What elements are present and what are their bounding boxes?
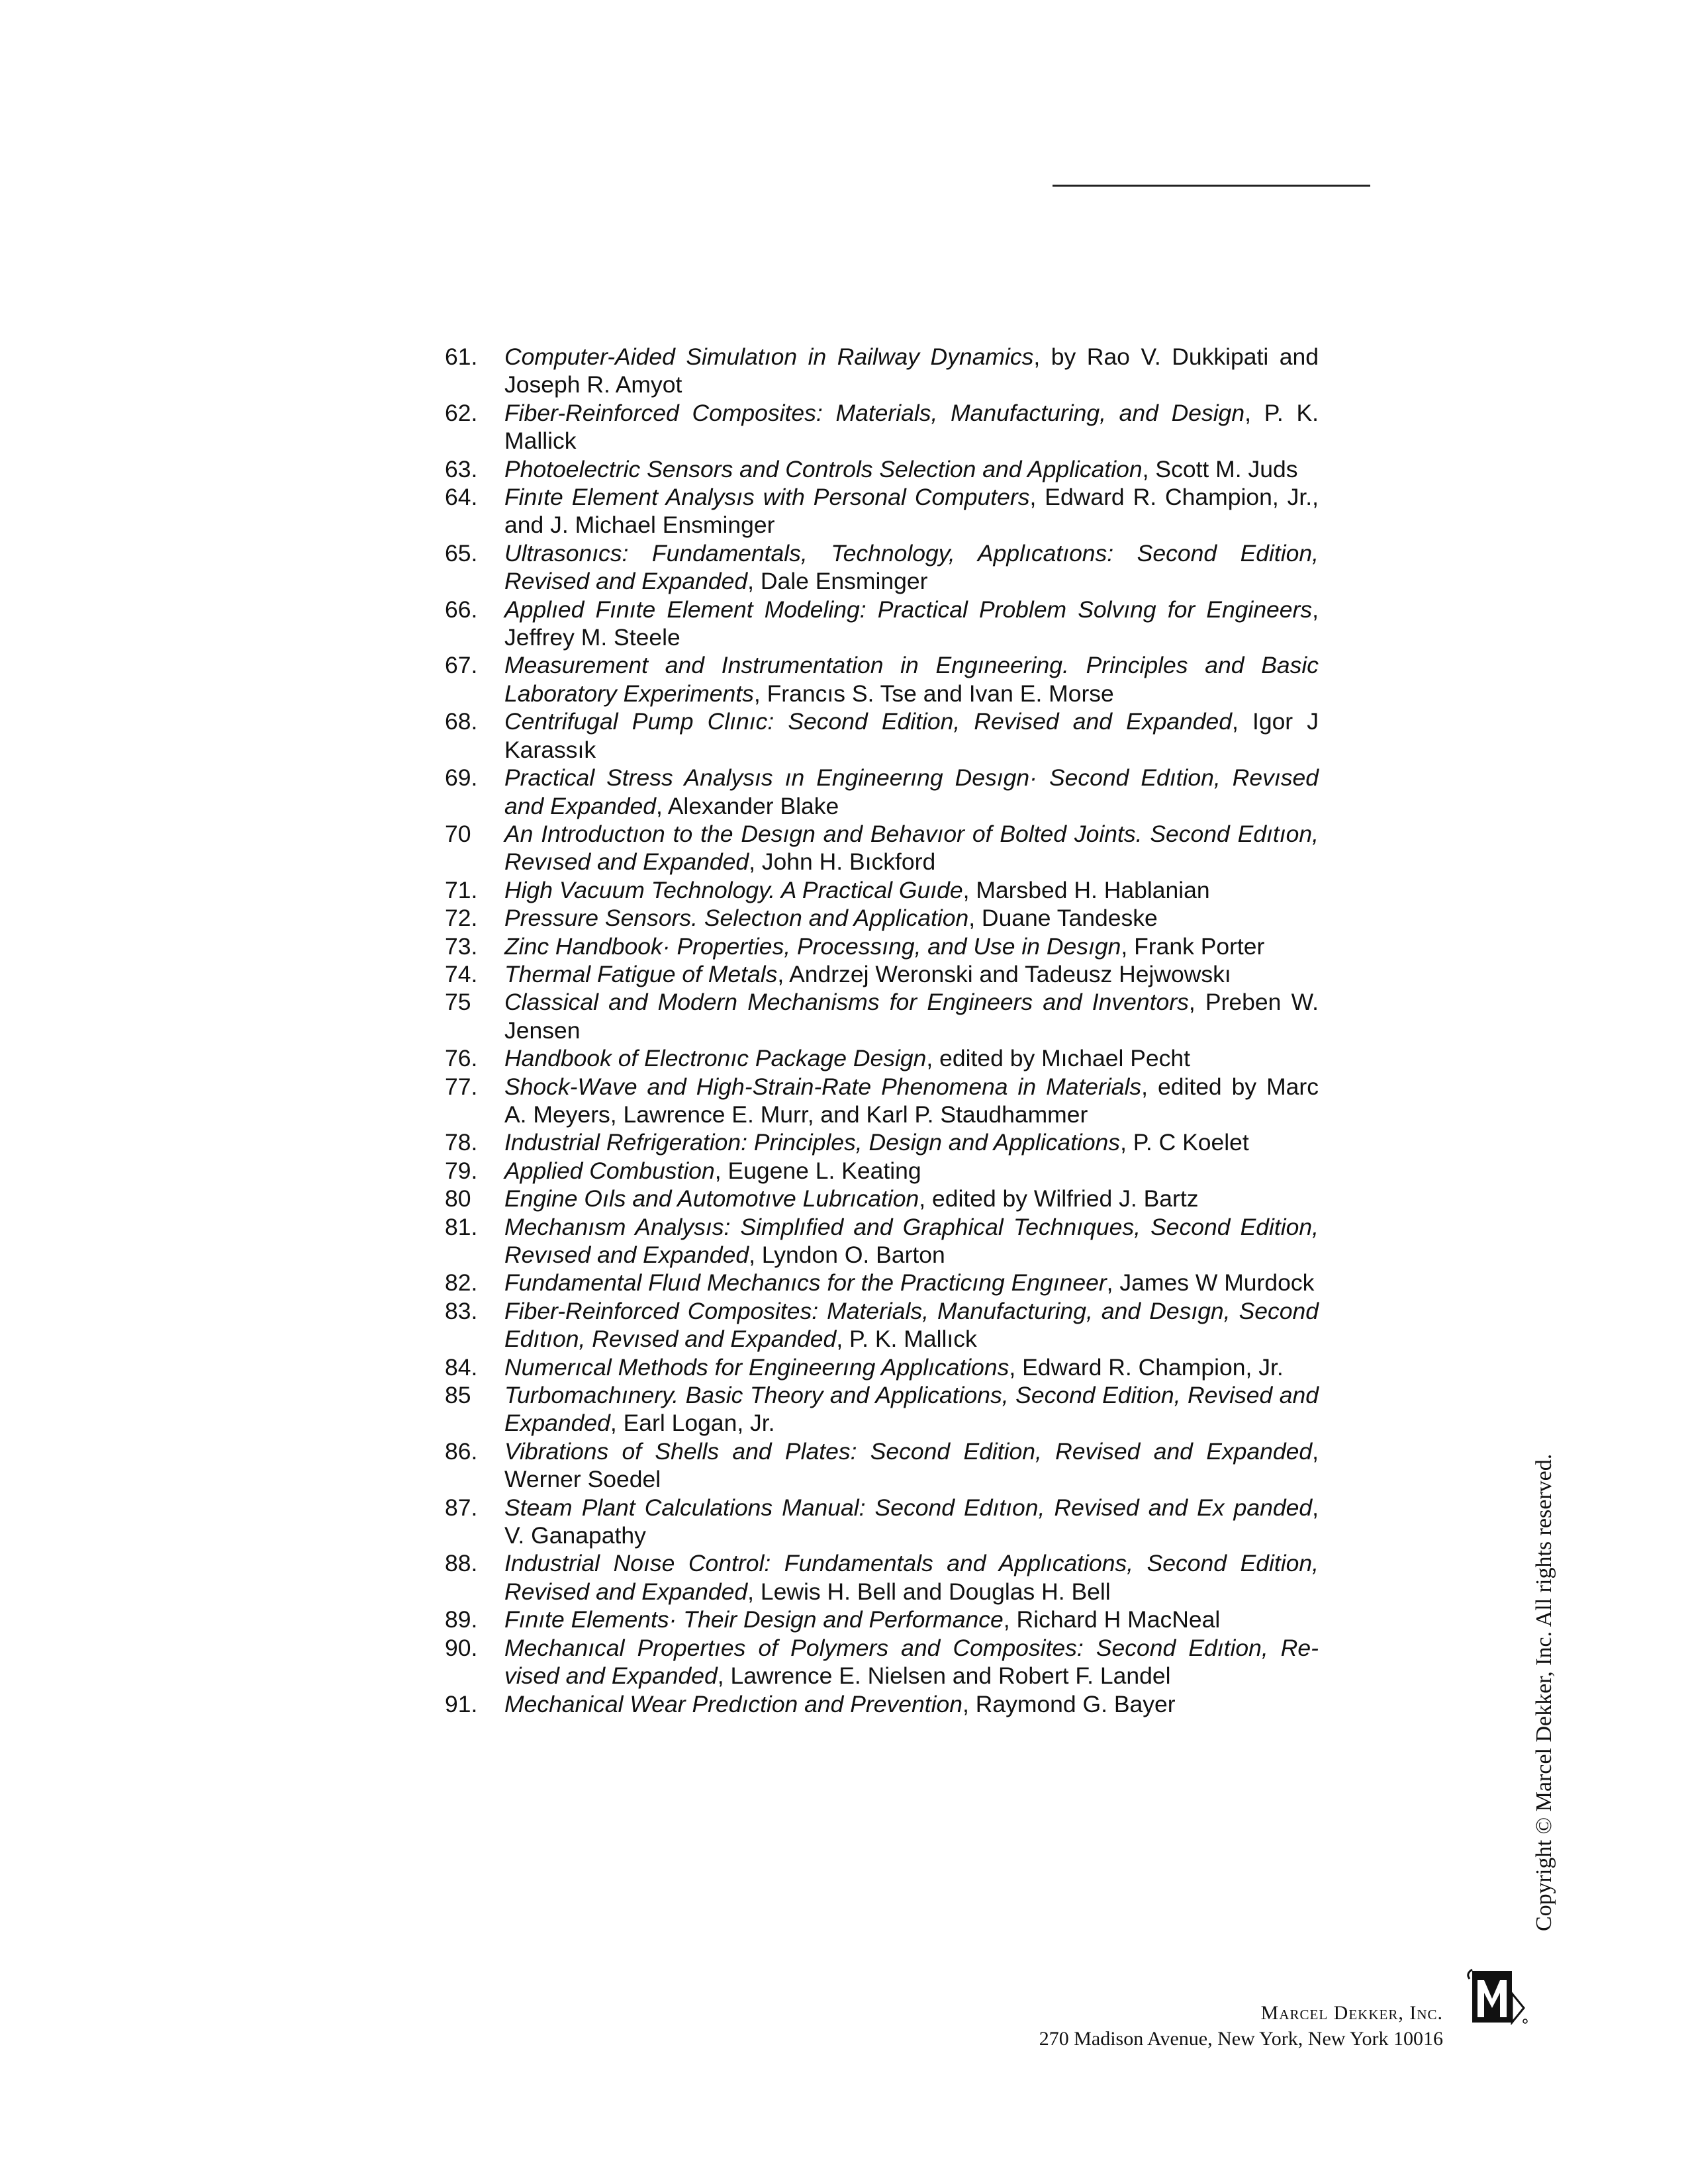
entry-authors: , John H. Bıckford	[749, 848, 936, 876]
entry-title: Vibrations of Shells and Plates: Second Edition, Revised and Expanded	[504, 1437, 1313, 1465]
book-entry	[445, 1073, 1319, 1129]
entry-title: Finıte Element Analysıs with Personal Computers	[504, 484, 1030, 511]
book-entry	[445, 707, 1319, 764]
entry-number: 76.	[445, 1045, 478, 1072]
entry-number: 69.	[445, 764, 478, 792]
entry-authors: , Igor J Karassık	[504, 708, 1319, 763]
entry-number: 65.	[445, 539, 478, 567]
entry-authors: , P. K. Mallıck	[836, 1326, 977, 1353]
entry-number: 77.	[445, 1073, 478, 1100]
entry-authors: , Marsbed H. Hablanian	[962, 876, 1210, 903]
entry-authors: , Francıs S. Tse and Ivan E. Morse	[753, 680, 1114, 707]
book-entry	[445, 1353, 1319, 1381]
entry-number: 73.	[445, 933, 478, 960]
entry-authors: , James W Murdock	[1106, 1269, 1315, 1297]
entry-title: Shock-Wave and High-Strain-Rate Phenomena in Materials	[504, 1073, 1142, 1100]
entry-title: Classical and Modern Mechanisms for Engineers and Inventors	[504, 989, 1189, 1016]
entry-number: 71.	[445, 876, 478, 903]
entry-number: 88.	[445, 1550, 478, 1577]
entry-authors: , Preben W. Jensen	[504, 989, 1319, 1044]
book-entry	[445, 483, 1319, 539]
book-entry	[445, 651, 1319, 707]
book-entry	[445, 1128, 1319, 1156]
book-entry	[445, 820, 1319, 876]
entry-authors: , V. Ganapathy	[504, 1494, 1319, 1549]
book-entry	[445, 1606, 1319, 1633]
entry-number: 81.	[445, 1213, 478, 1240]
book-entry	[445, 1269, 1319, 1297]
entry-authors: , edited by Mıchael Pecht	[926, 1045, 1191, 1072]
entry-title: Steam Plant Calculations Manual: Second Edıtıon, Revised and Ex panded	[504, 1494, 1313, 1521]
entry-number: 79.	[445, 1157, 478, 1184]
book-entry	[445, 960, 1319, 988]
book-entry	[445, 876, 1319, 904]
copyright-notice: Copyright © Marcel Dekker, Inc. All rights reserved.	[1532, 1453, 1556, 1931]
entry-title: Fiber-Reinforced Composites: Materials, Manufacturing, and Design	[504, 399, 1245, 426]
entry-authors: , Richard H MacNeal	[1003, 1606, 1221, 1633]
book-entry	[445, 1044, 1319, 1072]
entry-number: 75	[445, 989, 471, 1016]
entry-number: 91.	[445, 1690, 478, 1717]
entry-authors: , Dale Ensminger	[747, 568, 928, 595]
book-entry	[445, 1437, 1319, 1494]
entry-number: 78.	[445, 1129, 478, 1156]
entry-title: Photoelectric Sensors and Controls Selection and Application	[504, 455, 1143, 482]
entry-title: Mechanical Wear Predıction and Prevention	[504, 1690, 962, 1717]
entry-number: 62.	[445, 399, 478, 426]
book-entry	[445, 988, 1319, 1044]
book-entry	[445, 933, 1319, 960]
book-entry	[445, 1634, 1319, 1690]
entry-title: Zinc Handbook· Properties, Processıng, and Use in Desıgn	[504, 933, 1121, 960]
entry-title: Thermal Fatigue of Metals	[504, 960, 778, 987]
entry-authors: , Alexander Blake	[655, 792, 839, 819]
entry-number: 61.	[445, 343, 478, 370]
book-entry	[445, 1381, 1319, 1437]
entry-authors: , Lewis H. Bell and Douglas H. Bell	[747, 1578, 1111, 1605]
entry-number: 89.	[445, 1606, 478, 1633]
entry-authors: , P. K. Mallick	[504, 399, 1319, 455]
entry-authors: , edited by Wilfried J. Bartz	[919, 1185, 1199, 1212]
entry-title: An Introductıon to the Desıgn and Behavıor of Bolted Joints. Second Edıtıon, Revısed and Expanded	[504, 820, 1319, 876]
entry-authors: , Lyndon O. Barton	[749, 1242, 945, 1268]
entry-number: 82.	[445, 1269, 478, 1297]
book-entry	[445, 764, 1319, 820]
entry-title: Fundamental Fluıd Mechanıcs for the Practicıng Engıneer	[504, 1269, 1107, 1297]
book-entry	[445, 539, 1319, 596]
entry-title: Industrial Refrigeration: Principles, Design and Applications	[504, 1129, 1121, 1156]
series-book-list	[445, 343, 1319, 1718]
entry-title: Handbook of Electronıc Package Design	[504, 1045, 927, 1072]
entry-authors: , P. C Koelet	[1120, 1129, 1249, 1156]
entry-number: 66.	[445, 596, 478, 623]
entry-number: 87.	[445, 1494, 478, 1521]
book-entry	[445, 343, 1319, 399]
entry-title: Practical Stress Analysıs ın Engineerıng Desıgn· Second Edıtion, Revısed and Expanded	[504, 764, 1319, 819]
entry-authors: , Werner Soedel	[504, 1437, 1319, 1493]
publisher-name: Marcel Dekker, Inc.	[1260, 2002, 1443, 2024]
entry-number: 80	[445, 1185, 471, 1212]
entry-authors: , Jeffrey M. Steele	[504, 596, 1319, 651]
entry-title: Engine Oıls and Automotıve Lubrıcation	[504, 1185, 919, 1212]
marcel-dekker-logo-icon	[1463, 1964, 1537, 2025]
header-rule	[1053, 185, 1370, 187]
entry-authors: , Earl Logan, Jr.	[610, 1410, 775, 1437]
entry-title: Ultrasonıcs: Fundamentals, Technology, Applıcatıons: Second Edition, Revised and Expanded	[504, 539, 1319, 595]
entry-title: Applıed Fınıte Element Modeling: Practical Problem Solvıng for Engineers	[504, 596, 1313, 623]
entry-authors: , Eugene L. Keating	[714, 1157, 921, 1184]
entry-title: Centrifugal Pump Clınıc: Second Edition, Revised and Expanded	[504, 708, 1232, 735]
book-entry	[445, 596, 1319, 652]
publisher-address: 270 Madison Avenue, New York, New York 10016	[1039, 2028, 1443, 2050]
entry-title: Industrial Noıse Control: Fundamentals and Applıcations, Second Edition, Revised and Expanded	[504, 1550, 1319, 1605]
entry-authors: , Frank Porter	[1121, 933, 1265, 960]
book-entry	[445, 1549, 1319, 1606]
publisher-block	[1039, 2000, 1443, 2052]
entry-authors: , edited by Marc A. Meyers, Lawrence E. Murr, and Karl P. Staudhammer	[504, 1073, 1319, 1128]
entry-title: Mechanıcal Propertıes of Polymers and Composites: Second Edıtion, Re-vised and Expanded	[504, 1634, 1319, 1690]
entry-authors: , Raymond G. Bayer	[962, 1690, 1176, 1717]
entry-number: 74.	[445, 960, 478, 987]
book-entry	[445, 399, 1319, 455]
entry-number: 90.	[445, 1634, 478, 1661]
entry-number: 64.	[445, 484, 478, 511]
entry-number: 63.	[445, 455, 478, 482]
entry-number: 72.	[445, 905, 478, 932]
entry-title: Numerıcal Methods for Engineerıng Applıcations	[504, 1353, 1009, 1381]
entry-title: Turbomachınery. Basic Theory and Applications, Second Edition, Revised and Expanded	[504, 1382, 1319, 1437]
book-entry	[445, 1494, 1319, 1550]
book-entry	[445, 1690, 1319, 1718]
book-entry	[445, 1297, 1319, 1353]
book-entry	[445, 904, 1319, 932]
entry-number: 84.	[445, 1353, 478, 1381]
entry-authors: , Lawrence E. Nielsen and Robert F. Landel	[717, 1662, 1171, 1690]
entry-title: Computer-Aided Simulatıon in Railway Dynamics	[504, 343, 1034, 370]
entry-title: High Vacuum Technology. A Practical Guıde	[504, 876, 963, 903]
entry-title: Pressure Sensors. Selectıon and Application	[504, 905, 969, 932]
entry-title: Fiber-Reinforced Composites: Materials, Manufacturing, and Desıgn, Second Edıtıon, Revısed and Expanded	[504, 1297, 1319, 1353]
entry-number: 67.	[445, 652, 478, 679]
entry-authors: , by Rao V. Dukkipati and Joseph R. Amyot	[504, 343, 1319, 398]
entry-authors: , Duane Tandeske	[968, 905, 1158, 932]
entry-title: Measurement and Instrumentation in Engıneering. Principles and Basic Laboratory Experiments	[504, 652, 1319, 707]
book-entry	[445, 1157, 1319, 1185]
entry-number: 70	[445, 820, 471, 847]
entry-number: 83.	[445, 1297, 478, 1324]
book-entry	[445, 455, 1319, 483]
entry-title: Fınıte Elements· Their Design and Performance	[504, 1606, 1004, 1633]
entry-title: Applied Combustion	[504, 1157, 715, 1184]
entry-authors: , Edward R. Champion, Jr., and J. Michael Ensminger	[504, 484, 1319, 539]
book-entry	[445, 1185, 1319, 1212]
book-entry	[445, 1213, 1319, 1269]
entry-number: 85	[445, 1382, 471, 1409]
entry-authors: , Edward R. Champion, Jr.	[1009, 1353, 1284, 1381]
entry-authors: , Scott M. Juds	[1142, 455, 1298, 482]
entry-number: 86.	[445, 1437, 478, 1465]
entry-authors: , Andrzej Weronski and Tadeusz Hejwowskı	[777, 960, 1231, 987]
entry-title: Mechanısm Analysıs: Simplıfied and Graphical Technıques, Second Edition, Revısed and Expanded	[504, 1213, 1319, 1268]
entry-number: 68.	[445, 708, 478, 735]
